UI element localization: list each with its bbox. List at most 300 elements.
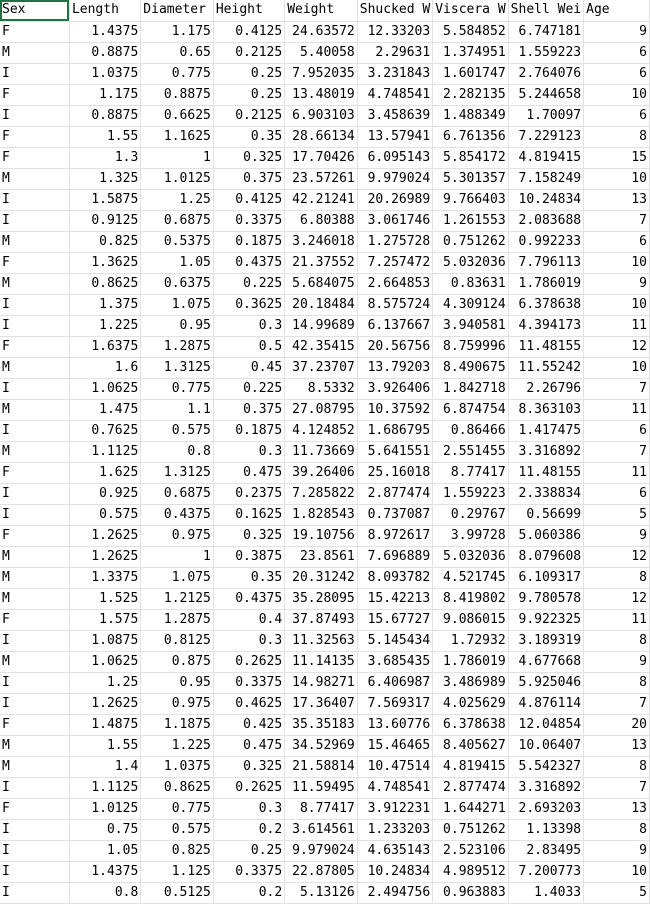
table-cell[interactable]: M xyxy=(0,756,69,777)
table-cell[interactable]: M xyxy=(0,546,69,567)
table-cell[interactable]: 3.061746 xyxy=(357,210,432,231)
table-cell[interactable]: 15.42213 xyxy=(357,588,432,609)
table-cell[interactable]: 0.95 xyxy=(141,315,214,336)
table-cell[interactable]: 20.56756 xyxy=(357,336,432,357)
table-cell[interactable]: 2.764076 xyxy=(508,63,583,84)
table-cell[interactable]: 2.523106 xyxy=(433,840,508,861)
table-cell[interactable]: 0.5 xyxy=(213,336,284,357)
table-cell[interactable]: 1.0125 xyxy=(69,798,140,819)
header-cell[interactable]: Age xyxy=(584,0,650,21)
table-cell[interactable]: 8.759996 xyxy=(433,336,508,357)
table-cell[interactable]: 1 xyxy=(141,546,214,567)
table-cell[interactable]: 5.032036 xyxy=(433,252,508,273)
table-cell[interactable]: 5.684075 xyxy=(285,273,358,294)
table-cell[interactable]: 0.3375 xyxy=(213,672,284,693)
table-cell[interactable]: 0.3 xyxy=(213,441,284,462)
table-cell[interactable]: F xyxy=(0,252,69,273)
table-cell[interactable]: 1.417475 xyxy=(508,420,583,441)
table-cell[interactable]: 0.1875 xyxy=(213,420,284,441)
table-cell[interactable]: 3.926406 xyxy=(357,378,432,399)
table-cell[interactable]: 6.80388 xyxy=(285,210,358,231)
table-cell[interactable]: 0.8125 xyxy=(141,630,214,651)
table-cell[interactable]: 0.2375 xyxy=(213,483,284,504)
table-cell[interactable]: M xyxy=(0,735,69,756)
table-cell[interactable]: 14.98271 xyxy=(285,672,358,693)
table-cell[interactable]: 1.559223 xyxy=(508,42,583,63)
table-cell[interactable]: 17.36407 xyxy=(285,693,358,714)
table-cell[interactable]: 1.5875 xyxy=(69,189,140,210)
header-cell[interactable]: Shell Wei xyxy=(508,0,583,21)
table-cell[interactable]: 9 xyxy=(584,525,650,546)
table-cell[interactable]: 15.46465 xyxy=(357,735,432,756)
table-cell[interactable]: 42.21241 xyxy=(285,189,358,210)
table-cell[interactable]: 2.83495 xyxy=(508,840,583,861)
table-cell[interactable]: 5.40058 xyxy=(285,42,358,63)
table-cell[interactable]: 1.575 xyxy=(69,609,140,630)
table-cell[interactable]: 23.8561 xyxy=(285,546,358,567)
table-cell[interactable]: 0.2625 xyxy=(213,777,284,798)
table-cell[interactable]: 0.325 xyxy=(213,756,284,777)
table-cell[interactable]: 5.641551 xyxy=(357,441,432,462)
table-cell[interactable]: 1.075 xyxy=(141,567,214,588)
table-cell[interactable]: 1.225 xyxy=(69,315,140,336)
table-cell[interactable]: 1.0125 xyxy=(141,168,214,189)
table-cell[interactable]: 0.4625 xyxy=(213,693,284,714)
table-cell[interactable]: 1.625 xyxy=(69,462,140,483)
table-cell[interactable]: 1.2625 xyxy=(69,546,140,567)
table-cell[interactable]: F xyxy=(0,462,69,483)
table-cell[interactable]: I xyxy=(0,693,69,714)
table-cell[interactable]: 35.35183 xyxy=(285,714,358,735)
table-cell[interactable]: 21.58814 xyxy=(285,756,358,777)
table-cell[interactable]: 20.31242 xyxy=(285,567,358,588)
table-cell[interactable]: 3.316892 xyxy=(508,441,583,462)
table-cell[interactable]: 6 xyxy=(584,105,650,126)
table-cell[interactable]: 1.72932 xyxy=(433,630,508,651)
table-cell[interactable]: 0.925 xyxy=(69,483,140,504)
table-cell[interactable]: 4.635143 xyxy=(357,840,432,861)
table-cell[interactable]: 11.14135 xyxy=(285,651,358,672)
table-cell[interactable]: 1.0625 xyxy=(69,378,140,399)
table-cell[interactable]: 7.158249 xyxy=(508,168,583,189)
table-cell[interactable]: 2.877474 xyxy=(433,777,508,798)
table-cell[interactable]: 8.77417 xyxy=(433,462,508,483)
table-cell[interactable]: 5 xyxy=(584,504,650,525)
table-cell[interactable]: 0.575 xyxy=(141,819,214,840)
table-cell[interactable]: 1.3 xyxy=(69,147,140,168)
table-cell[interactable]: M xyxy=(0,567,69,588)
table-cell[interactable]: 6 xyxy=(584,42,650,63)
table-cell[interactable]: 1.525 xyxy=(69,588,140,609)
table-cell[interactable]: 20.18484 xyxy=(285,294,358,315)
table-cell[interactable]: I xyxy=(0,420,69,441)
table-cell[interactable]: 7 xyxy=(584,441,650,462)
table-cell[interactable]: 0.25 xyxy=(213,84,284,105)
table-cell[interactable]: 13.79203 xyxy=(357,357,432,378)
table-cell[interactable]: 3.99728 xyxy=(433,525,508,546)
table-cell[interactable]: I xyxy=(0,483,69,504)
header-cell[interactable]: Length xyxy=(69,0,140,21)
table-cell[interactable]: 6.903103 xyxy=(285,105,358,126)
table-cell[interactable]: 1.175 xyxy=(69,84,140,105)
table-cell[interactable]: I xyxy=(0,672,69,693)
table-cell[interactable]: 0.737087 xyxy=(357,504,432,525)
table-cell[interactable]: I xyxy=(0,504,69,525)
table-cell[interactable]: 1.1625 xyxy=(141,126,214,147)
table-cell[interactable]: 13.48019 xyxy=(285,84,358,105)
table-cell[interactable]: 12 xyxy=(584,546,650,567)
table-cell[interactable]: 5.301357 xyxy=(433,168,508,189)
table-cell[interactable]: 12 xyxy=(584,588,650,609)
table-cell[interactable]: 0.751262 xyxy=(433,819,508,840)
table-cell[interactable]: 1.70097 xyxy=(508,105,583,126)
table-cell[interactable]: 7 xyxy=(584,693,650,714)
table-cell[interactable]: 0.8875 xyxy=(141,84,214,105)
table-cell[interactable]: 0.963883 xyxy=(433,882,508,903)
table-cell[interactable]: 8.079608 xyxy=(508,546,583,567)
table-cell[interactable]: 4.748541 xyxy=(357,84,432,105)
table-cell[interactable]: 27.08795 xyxy=(285,399,358,420)
table-cell[interactable]: 1.261553 xyxy=(433,210,508,231)
table-cell[interactable]: 1.3125 xyxy=(141,462,214,483)
table-cell[interactable]: 0.8875 xyxy=(69,42,140,63)
table-cell[interactable]: 9 xyxy=(584,840,650,861)
table-cell[interactable]: F xyxy=(0,84,69,105)
table-cell[interactable]: 1.559223 xyxy=(433,483,508,504)
table-cell[interactable]: 0.3875 xyxy=(213,546,284,567)
table-cell[interactable]: 17.70426 xyxy=(285,147,358,168)
table-cell[interactable]: 1.13398 xyxy=(508,819,583,840)
table-cell[interactable]: 1.686795 xyxy=(357,420,432,441)
table-cell[interactable]: 0.86466 xyxy=(433,420,508,441)
table-cell[interactable]: 0.825 xyxy=(141,840,214,861)
table-cell[interactable]: 1.828543 xyxy=(285,504,358,525)
table-cell[interactable]: F xyxy=(0,609,69,630)
header-cell[interactable]: Diameter xyxy=(141,0,214,21)
table-cell[interactable]: 0.6625 xyxy=(141,105,214,126)
table-cell[interactable]: 8 xyxy=(584,567,650,588)
table-cell[interactable]: 0.7625 xyxy=(69,420,140,441)
table-cell[interactable]: 1.475 xyxy=(69,399,140,420)
table-cell[interactable]: 1.1 xyxy=(141,399,214,420)
table-cell[interactable]: I xyxy=(0,189,69,210)
table-cell[interactable]: 1.0625 xyxy=(69,651,140,672)
table-cell[interactable]: 0.575 xyxy=(141,420,214,441)
table-cell[interactable]: M xyxy=(0,651,69,672)
table-cell[interactable]: 9.979024 xyxy=(357,168,432,189)
table-cell[interactable]: 7 xyxy=(584,777,650,798)
table-cell[interactable]: 1.175 xyxy=(141,21,214,42)
table-cell[interactable]: 1.2625 xyxy=(69,525,140,546)
header-cell[interactable]: Viscera W xyxy=(433,0,508,21)
table-cell[interactable]: 23.57261 xyxy=(285,168,358,189)
table-cell[interactable]: 0.5375 xyxy=(141,231,214,252)
table-cell[interactable]: 0.3 xyxy=(213,798,284,819)
table-cell[interactable]: I xyxy=(0,315,69,336)
table-cell[interactable]: 10.24834 xyxy=(508,189,583,210)
table-cell[interactable]: 0.775 xyxy=(141,378,214,399)
table-cell[interactable]: 0.29767 xyxy=(433,504,508,525)
table-cell[interactable]: 1.3125 xyxy=(141,357,214,378)
table-cell[interactable]: 3.189319 xyxy=(508,630,583,651)
table-cell[interactable]: 0.6375 xyxy=(141,273,214,294)
table-cell[interactable]: F xyxy=(0,714,69,735)
table-cell[interactable]: 6.137667 xyxy=(357,315,432,336)
table-cell[interactable]: 0.8875 xyxy=(69,105,140,126)
table-cell[interactable]: 1.075 xyxy=(141,294,214,315)
table-cell[interactable]: I xyxy=(0,882,69,903)
table-cell[interactable]: 5.854172 xyxy=(433,147,508,168)
table-cell[interactable]: 12.33203 xyxy=(357,21,432,42)
table-cell[interactable]: 4.989512 xyxy=(433,861,508,882)
table-cell[interactable]: 24.63572 xyxy=(285,21,358,42)
table-cell[interactable]: 9.979024 xyxy=(285,840,358,861)
table-cell[interactable]: 1.786019 xyxy=(508,273,583,294)
table-cell[interactable]: 0.3375 xyxy=(213,861,284,882)
table-cell[interactable]: 0.35 xyxy=(213,567,284,588)
table-cell[interactable]: 8 xyxy=(584,126,650,147)
table-cell[interactable]: 2.282135 xyxy=(433,84,508,105)
table-cell[interactable]: 28.66134 xyxy=(285,126,358,147)
table-cell[interactable]: 2.29631 xyxy=(357,42,432,63)
table-cell[interactable]: 0.225 xyxy=(213,378,284,399)
table-cell[interactable]: 11 xyxy=(584,315,650,336)
table-cell[interactable]: 9 xyxy=(584,21,650,42)
table-cell[interactable]: 0.1875 xyxy=(213,231,284,252)
table-cell[interactable]: I xyxy=(0,861,69,882)
table-cell[interactable]: 4.025629 xyxy=(433,693,508,714)
table-cell[interactable]: 0.975 xyxy=(141,693,214,714)
table-cell[interactable]: 1.0375 xyxy=(141,756,214,777)
table-cell[interactable]: 1.2875 xyxy=(141,336,214,357)
table-cell[interactable]: 0.325 xyxy=(213,147,284,168)
table-cell[interactable]: 5.925046 xyxy=(508,672,583,693)
table-cell[interactable]: M xyxy=(0,273,69,294)
table-cell[interactable]: 11.48155 xyxy=(508,336,583,357)
table-cell[interactable]: 0.425 xyxy=(213,714,284,735)
table-cell[interactable]: 37.87493 xyxy=(285,609,358,630)
table-cell[interactable]: 6.747181 xyxy=(508,21,583,42)
table-cell[interactable]: 1.601747 xyxy=(433,63,508,84)
table-cell[interactable]: 1.3375 xyxy=(69,567,140,588)
table-cell[interactable]: 1.6 xyxy=(69,357,140,378)
table-cell[interactable]: 7.696889 xyxy=(357,546,432,567)
table-cell[interactable]: 3.614561 xyxy=(285,819,358,840)
table-cell[interactable]: 0.8 xyxy=(141,441,214,462)
table-cell[interactable]: 6.095143 xyxy=(357,147,432,168)
table-cell[interactable]: 6.378638 xyxy=(508,294,583,315)
table-cell[interactable]: 9.086015 xyxy=(433,609,508,630)
table-cell[interactable]: 0.4125 xyxy=(213,189,284,210)
table-cell[interactable]: 6.761356 xyxy=(433,126,508,147)
table-cell[interactable]: 0.325 xyxy=(213,525,284,546)
table-cell[interactable]: 1.4375 xyxy=(69,861,140,882)
table-cell[interactable]: 11.59495 xyxy=(285,777,358,798)
table-cell[interactable]: F xyxy=(0,126,69,147)
table-cell[interactable]: 1.2625 xyxy=(69,693,140,714)
table-cell[interactable]: 1.05 xyxy=(69,840,140,861)
table-cell[interactable]: 6.874754 xyxy=(433,399,508,420)
table-cell[interactable]: 0.875 xyxy=(141,651,214,672)
table-cell[interactable]: 1.0875 xyxy=(69,630,140,651)
table-cell[interactable]: 1.375 xyxy=(69,294,140,315)
table-cell[interactable]: 0.6875 xyxy=(141,483,214,504)
table-cell[interactable]: 0.4375 xyxy=(213,588,284,609)
table-cell[interactable]: M xyxy=(0,231,69,252)
table-cell[interactable]: 19.10756 xyxy=(285,525,358,546)
table-cell[interactable]: I xyxy=(0,840,69,861)
table-cell[interactable]: 2.877474 xyxy=(357,483,432,504)
table-cell[interactable]: 15.67727 xyxy=(357,609,432,630)
table-cell[interactable]: 0.3 xyxy=(213,630,284,651)
table-cell[interactable]: 12 xyxy=(584,336,650,357)
table-cell[interactable]: 10 xyxy=(584,294,650,315)
table-cell[interactable]: 2.664853 xyxy=(357,273,432,294)
table-cell[interactable]: 6 xyxy=(584,420,650,441)
table-cell[interactable]: 1.55 xyxy=(69,126,140,147)
table-cell[interactable]: 0.8625 xyxy=(69,273,140,294)
table-cell[interactable]: 3.231843 xyxy=(357,63,432,84)
table-cell[interactable]: 6.109317 xyxy=(508,567,583,588)
table-cell[interactable]: 3.246018 xyxy=(285,231,358,252)
table-cell[interactable]: 7.257472 xyxy=(357,252,432,273)
table-cell[interactable]: 0.775 xyxy=(141,798,214,819)
table-cell[interactable]: F xyxy=(0,336,69,357)
table-cell[interactable]: M xyxy=(0,168,69,189)
table-cell[interactable]: 7 xyxy=(584,378,650,399)
table-cell[interactable]: 11.73669 xyxy=(285,441,358,462)
table-cell[interactable]: 13 xyxy=(584,189,650,210)
table-cell[interactable]: 42.35415 xyxy=(285,336,358,357)
table-cell[interactable]: 7.285822 xyxy=(285,483,358,504)
table-cell[interactable]: 7.569317 xyxy=(357,693,432,714)
table-cell[interactable]: I xyxy=(0,105,69,126)
table-cell[interactable]: 0.95 xyxy=(141,672,214,693)
table-cell[interactable]: 6.378638 xyxy=(433,714,508,735)
table-cell[interactable]: 7.200773 xyxy=(508,861,583,882)
table-cell[interactable]: 1.6375 xyxy=(69,336,140,357)
table-cell[interactable]: 2.693203 xyxy=(508,798,583,819)
header-cell[interactable]: Height xyxy=(213,0,284,21)
table-cell[interactable]: 1 xyxy=(141,147,214,168)
table-cell[interactable]: 1.25 xyxy=(69,672,140,693)
table-cell[interactable]: 0.751262 xyxy=(433,231,508,252)
table-cell[interactable]: 11.32563 xyxy=(285,630,358,651)
table-cell[interactable]: 8.5332 xyxy=(285,378,358,399)
table-cell[interactable]: 1.4033 xyxy=(508,882,583,903)
cell-selected-header[interactable]: Sex xyxy=(0,0,69,21)
table-cell[interactable]: 8.363103 xyxy=(508,399,583,420)
table-cell[interactable]: 0.3 xyxy=(213,315,284,336)
table-cell[interactable]: 11 xyxy=(584,399,650,420)
table-cell[interactable]: 5.584852 xyxy=(433,21,508,42)
table-cell[interactable]: 6 xyxy=(584,483,650,504)
table-cell[interactable]: 0.75 xyxy=(69,819,140,840)
table-cell[interactable]: 1.125 xyxy=(141,861,214,882)
table-cell[interactable]: 5.542327 xyxy=(508,756,583,777)
table-cell[interactable]: 21.37552 xyxy=(285,252,358,273)
table-cell[interactable]: 3.486989 xyxy=(433,672,508,693)
table-cell[interactable]: 2.494756 xyxy=(357,882,432,903)
table-cell[interactable]: 14.99689 xyxy=(285,315,358,336)
table-cell[interactable]: 0.3625 xyxy=(213,294,284,315)
table-cell[interactable]: 2.551455 xyxy=(433,441,508,462)
table-cell[interactable]: 1.374951 xyxy=(433,42,508,63)
table-cell[interactable]: 15 xyxy=(584,147,650,168)
header-cell[interactable]: Shucked W xyxy=(357,0,432,21)
table-cell[interactable]: I xyxy=(0,294,69,315)
table-cell[interactable]: 1.1125 xyxy=(69,777,140,798)
table-cell[interactable]: 1.2875 xyxy=(141,609,214,630)
table-cell[interactable]: 0.2625 xyxy=(213,651,284,672)
table-cell[interactable]: M xyxy=(0,399,69,420)
table-cell[interactable]: 8 xyxy=(584,756,650,777)
table-cell[interactable]: 4.677668 xyxy=(508,651,583,672)
table-cell[interactable]: 4.394173 xyxy=(508,315,583,336)
table-cell[interactable]: 1.25 xyxy=(141,189,214,210)
table-cell[interactable]: I xyxy=(0,777,69,798)
table-cell[interactable]: 8.490675 xyxy=(433,357,508,378)
table-cell[interactable]: 0.375 xyxy=(213,168,284,189)
table-cell[interactable]: 4.309124 xyxy=(433,294,508,315)
table-cell[interactable]: 7.229123 xyxy=(508,126,583,147)
table-cell[interactable]: 5.145434 xyxy=(357,630,432,651)
table-cell[interactable]: F xyxy=(0,147,69,168)
table-cell[interactable]: I xyxy=(0,210,69,231)
table-cell[interactable]: 0.1625 xyxy=(213,504,284,525)
table-cell[interactable]: 0.475 xyxy=(213,462,284,483)
table-cell[interactable]: 10 xyxy=(584,357,650,378)
table-cell[interactable]: 1.05 xyxy=(141,252,214,273)
table-cell[interactable]: 39.26406 xyxy=(285,462,358,483)
table-cell[interactable]: 9.766403 xyxy=(433,189,508,210)
table-cell[interactable]: 1.275728 xyxy=(357,231,432,252)
table-cell[interactable]: 0.4 xyxy=(213,609,284,630)
table-cell[interactable]: 6 xyxy=(584,231,650,252)
table-cell[interactable]: M xyxy=(0,42,69,63)
table-cell[interactable]: 12.04854 xyxy=(508,714,583,735)
table-cell[interactable]: 0.8625 xyxy=(141,777,214,798)
table-cell[interactable]: 0.5125 xyxy=(141,882,214,903)
table-cell[interactable]: 0.825 xyxy=(69,231,140,252)
table-cell[interactable]: 1.1875 xyxy=(141,714,214,735)
table-cell[interactable]: 0.4125 xyxy=(213,21,284,42)
table-cell[interactable]: 10 xyxy=(584,252,650,273)
table-cell[interactable]: 1.488349 xyxy=(433,105,508,126)
table-cell[interactable]: 9 xyxy=(584,651,650,672)
table-cell[interactable]: 1.4875 xyxy=(69,714,140,735)
table-cell[interactable]: 20.26989 xyxy=(357,189,432,210)
table-cell[interactable]: 3.458639 xyxy=(357,105,432,126)
table-cell[interactable]: 3.316892 xyxy=(508,777,583,798)
table-cell[interactable]: 7.952035 xyxy=(285,63,358,84)
table-cell[interactable]: 2.338834 xyxy=(508,483,583,504)
table-cell[interactable]: 8 xyxy=(584,630,650,651)
table-cell[interactable]: 6.406987 xyxy=(357,672,432,693)
table-cell[interactable]: 10.06407 xyxy=(508,735,583,756)
table-cell[interactable]: 8.405627 xyxy=(433,735,508,756)
table-cell[interactable]: 0.35 xyxy=(213,126,284,147)
table-cell[interactable]: 0.2 xyxy=(213,819,284,840)
table-cell[interactable]: I xyxy=(0,378,69,399)
table-cell[interactable]: 1.2125 xyxy=(141,588,214,609)
table-cell[interactable]: 10.24834 xyxy=(357,861,432,882)
table-cell[interactable]: 0.2125 xyxy=(213,42,284,63)
table-cell[interactable]: 0.3375 xyxy=(213,210,284,231)
table-cell[interactable]: 3.912231 xyxy=(357,798,432,819)
table-cell[interactable]: 13.57941 xyxy=(357,126,432,147)
table-cell[interactable]: 0.2125 xyxy=(213,105,284,126)
